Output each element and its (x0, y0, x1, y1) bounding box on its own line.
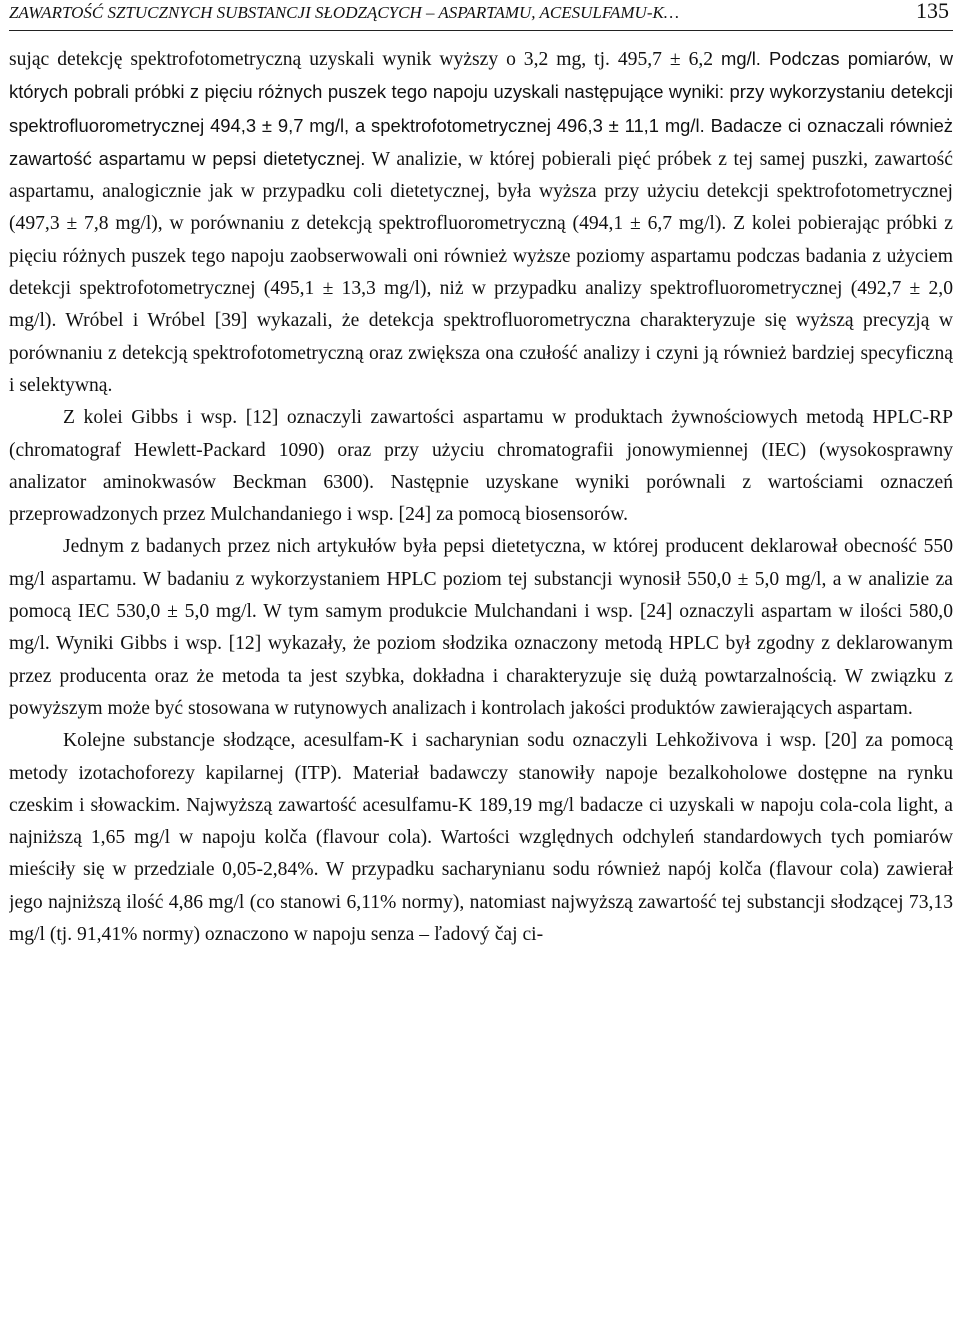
text-run: sując detekcję spektrofotometryczną uzyskali wynik wyższy o 3,2 mg, tj. 495,7 ± 6,2 (9, 49, 722, 70)
text-run: Z kolei Gibbs i wsp. [12] oznaczyli zawartości aspartamu w produktach żywnościowych metodą HPLC-RP (chromatograf Hewlett-Packard 1090) oraz przy użyciu chromatografii jonowymiennej (IEC) (wysokosprawny analizator aminokwasów Beckman 6300). Następnie uzyskane wyniki porównali z wartościami oznaczeń przeprowadzonych przez Mulchandaniego i wsp. [24] za pomocą biosensorów. (9, 407, 953, 526)
paragraph-continuation (9, 43, 953, 402)
text-run: W analizie, w której pobierali pięć próbek z tej samej puszki, zawartość aspartamu, analogicznie jak w przypadku coli dietetycznej, była wyższa przy użyciu detekcji spektrofotometrycznej (497,3 ± 7,8 mg/l), w porównaniu z detekcją spektrofluorometryczną (494,1 ± 6,7 mg/l). Z kolei pobierając próbki z pięciu różnych puszek tego napoju zaobserwowali oni również wyższe poziomy aspartamu podczas badania z użyciem detekcji spektrofotometrycznej (495,1 ± 13,3 mg/l), niż w przypadku analizy spektrofluorometrycznej (492,7 ± 2,0 mg/l). Wróbel i Wróbel [39] wykazali, że detekcja spektrofluorometryczna charakteryzuje się wyższą precyzją w porównaniu z detekcją spektrofotometryczną oraz zwiększa ona czułość analizy i czyni ją również bardziej specyficzną i selektywną. (9, 148, 953, 396)
text-run-sans: mg/l. Podczas pomiarów, w których pobrali próbki z pięciu różnych puszek tego napoju uzyskali następujące wyniki: przy wykorzystaniu detekcji spektrofluorometrycznej 494,3 ± 9,7 mg/l, a spektrofotometrycznej 496,3 ± 11,1 mg/l. Badacze ci oznaczali również zawartość aspartamu w pepsi dietetycznej. (9, 48, 953, 169)
page-number: 135 (916, 0, 949, 23)
body-text (9, 43, 953, 951)
document-page (9, 0, 953, 1341)
text-run: Jednym z badanych przez nich artykułów była pepsi dietetyczna, w której producent deklarował obecność 550 mg/l aspartamu. W badaniu z wykorzystaniem HPLC poziom tej substancji wynosił 550,0 ± 5,0 mg/l, a w analizie za pomocą IEC 530,0 ± 5,0 mg/l. W tym samym produkcie Mulchandani i wsp. [24] oznaczyli aspartam w ilości 580,0 mg/l. Wyniki Gibbs i wsp. [12] wykazały, że poziom słodzika oznaczony metodą HPLC był zgodny z deklarowanym przez producenta oraz że metoda ta jest szybka, dokładna i charakteryzuje się dużą powtarzalnością. W związku z powyższym może być stosowana w rutynowych analizach i kontrolach jakości produktów zawierających aspartam. (9, 536, 953, 719)
text-run: Kolejne substancje słodzące, acesulfam-K i sacharynian sodu oznaczyli Lehkoživova i wsp. [20] za pomocą metody izotachoforezy kapilarnej (ITP). Materiał badawczy stanowiły napoje bezalkoholowe dostępne na rynku czeskim i słowackim. Najwyższą zawartość acesulfamu-K 189,19 mg/l badacze ci uzyskali w napoju cola-cola light, a najniższą 1,65 mg/l w napoju kolča (flavour cola). Wartości względnych odchyleń standardowych tych pomiarów mieściły się w przedziale 0,05-2,84%. W przypadku sacharynianu sodu również napój kolča (flavour cola) zawierał jego najniższą ilość 4,86 mg/l (co stanowi 6,11% normy), natomiast najwyższą zawartość tej substancji słodzącej 73,13 mg/l (tj. 91,41% normy) oznaczono w napoju senza – ľadový čaj ci- (9, 730, 953, 946)
paragraph-gibbs (9, 402, 953, 531)
running-header (9, 0, 953, 31)
running-title: ZAWARTOŚĆ SZTUCZNYCH SUBSTANCJI SŁODZĄCYCH – ASPARTAMU, ACESULFAMU-K… (9, 3, 679, 22)
paragraph-pepsi (9, 531, 953, 725)
paragraph-acesulfam (9, 725, 953, 951)
